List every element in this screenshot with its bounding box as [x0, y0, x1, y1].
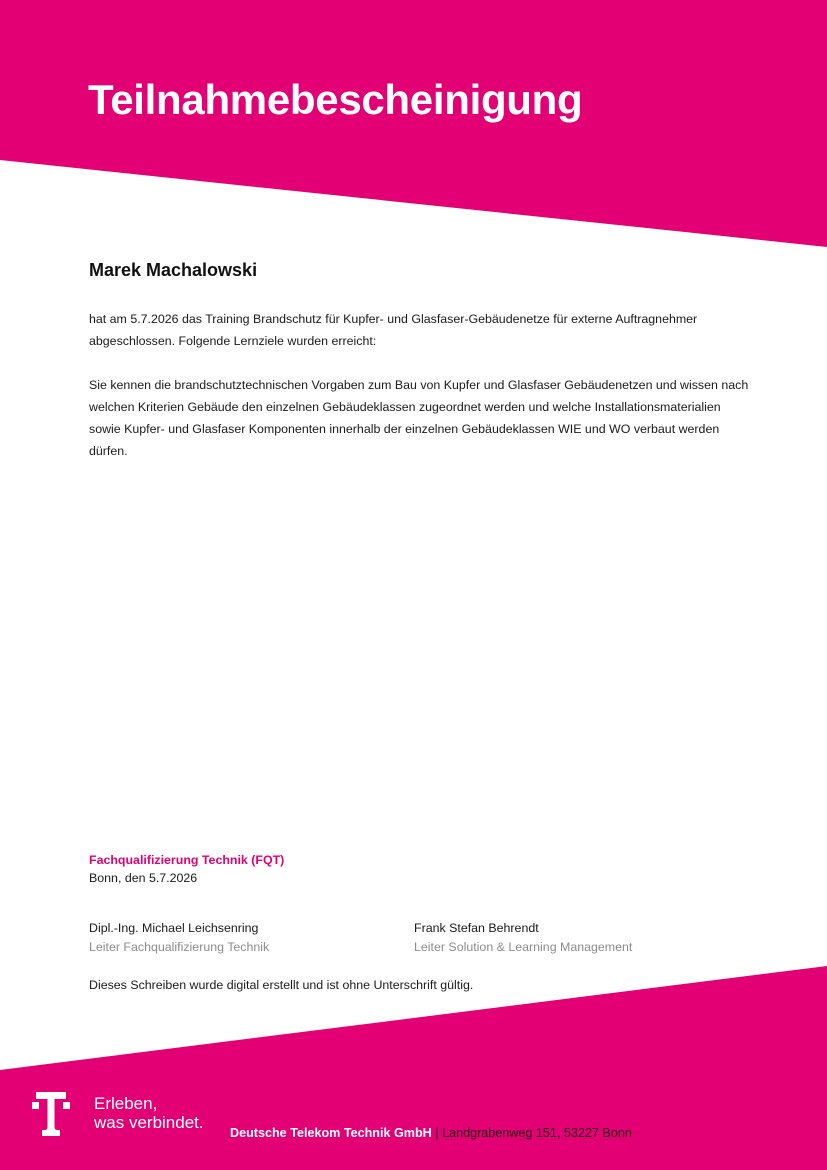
signatory-name: Dipl.-Ing. Michael Leichsenring: [89, 921, 259, 935]
signatory-left: [89, 919, 269, 957]
signatory-right: [414, 919, 632, 957]
place-date: Bonn, den 5.7.2026: [89, 871, 198, 885]
completion-paragraph: hat am 5.7.2026 das Training Brandschutz für Kupfer- und Glasfaser-Gebäudenetze für externe Auftragnehmer abgeschlossen. Folgende Lernziele wurden erreicht:: [89, 312, 698, 348]
footer-address: [230, 1126, 632, 1140]
document-title: Teilnahmebescheinigung: [88, 76, 583, 123]
learning-goals-paragraph: Sie kennen die brandschutztechnischen Vorgaben zum Bau von Kupfer und Glasfaser Gebäudenetzen und wissen nach welchen Kriterien Gebäude den einzelnen Gebäudeklassen zugeordnet werden und welche Installationsmaterialien sowie Kupfer- und Glasfaser Komponenten innerhalb der einzelnen Gebäudeklassen WIE und WO verbaut werden dürfen.: [89, 378, 749, 458]
company-name: Deutsche Telekom Technik GmbH: [230, 1126, 432, 1140]
signatory-role: Leiter Solution & Learning Management: [414, 940, 633, 954]
digital-validity-note: Dieses Schreiben wurde digital erstellt und ist ohne Unterschrift gültig.: [89, 978, 474, 992]
signatory-name: Frank Stefan Behrendt: [414, 921, 539, 935]
signatory-role: Leiter Fachqualifizierung Technik: [89, 940, 270, 954]
brand-tagline: [94, 1094, 204, 1132]
tagline-line: was verbindet.: [94, 1113, 204, 1132]
company-address: | Landgrabenweg 151, 53227 Bonn: [435, 1126, 632, 1140]
telekom-t-logo-icon: [32, 1092, 70, 1136]
organization-name: Fachqualifizierung Technik (FQT): [89, 853, 285, 867]
tagline-line: Erleben,: [94, 1094, 158, 1113]
recipient-name: Marek Machalowski: [89, 260, 258, 280]
